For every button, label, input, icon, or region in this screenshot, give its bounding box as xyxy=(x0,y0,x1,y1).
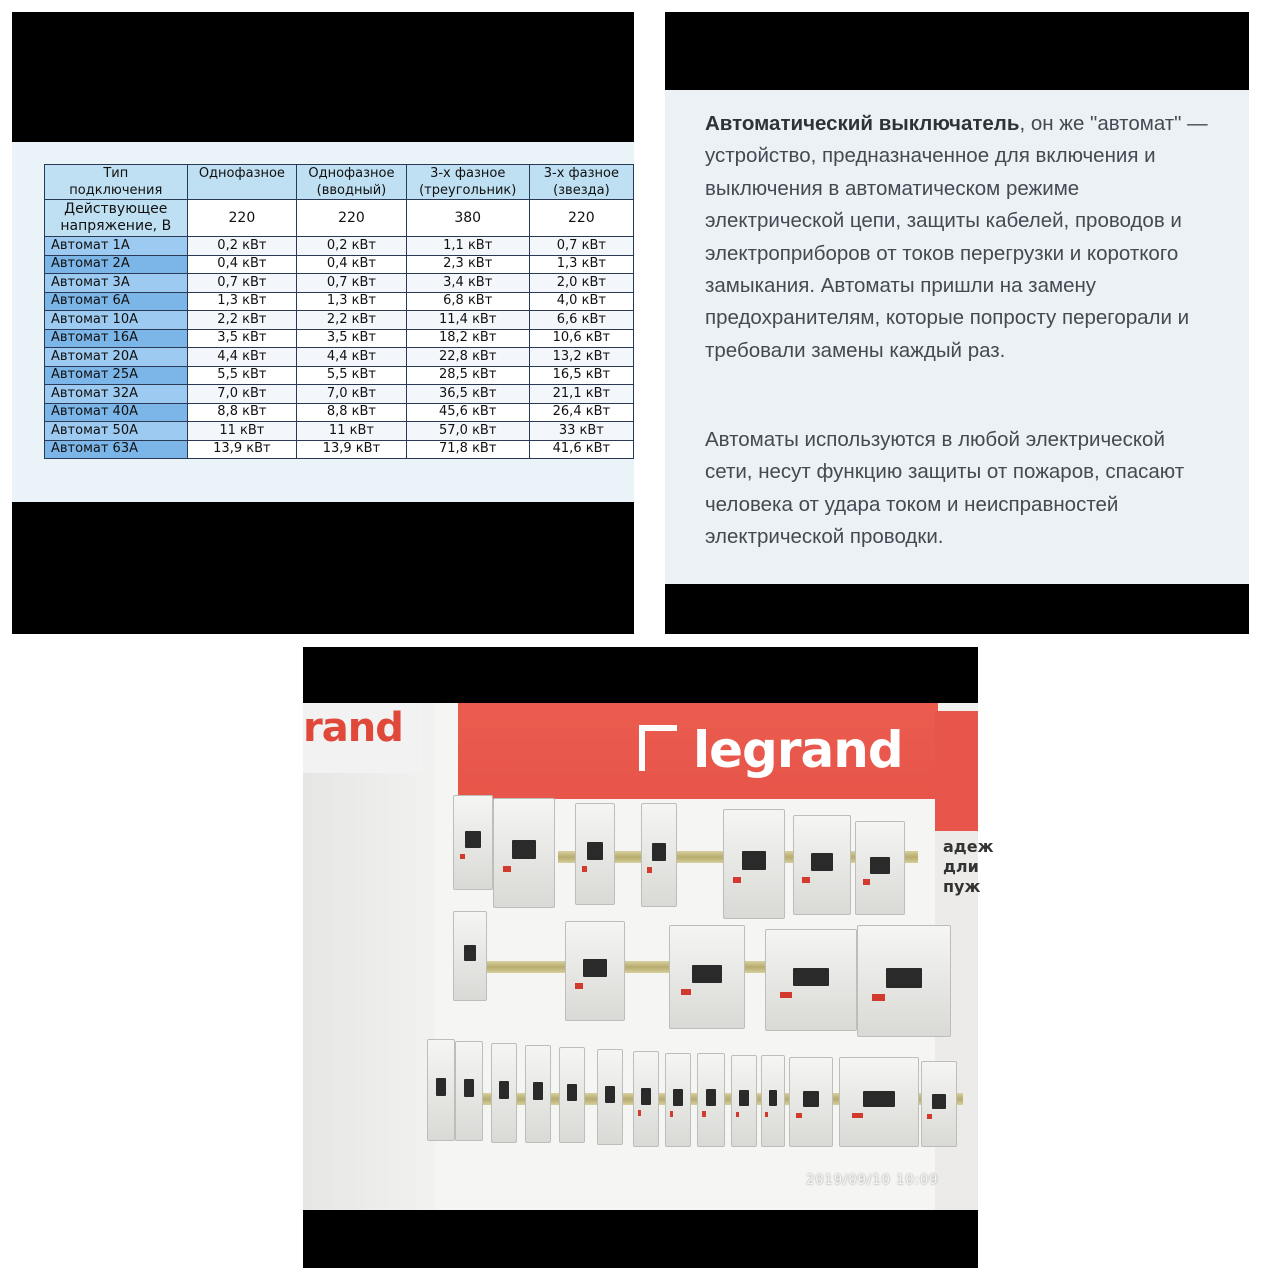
right-poster-text xyxy=(943,837,994,897)
poster-line: дли xyxy=(943,857,979,876)
table-row xyxy=(45,348,634,367)
right-poster-header xyxy=(935,711,978,831)
power-value-cell: 10,6 кВт xyxy=(529,329,633,348)
power-value-cell: 6,6 кВт xyxy=(529,311,633,330)
header-line: (звезда) xyxy=(553,183,610,198)
table-image-panel xyxy=(12,12,634,634)
rcd-device xyxy=(565,921,625,1021)
table-row xyxy=(45,385,634,404)
power-value-cell: 4,0 кВт xyxy=(529,292,633,311)
power-value-cell: 2,3 кВт xyxy=(406,255,529,274)
power-value-cell: 45,6 кВт xyxy=(406,403,529,422)
table-row xyxy=(45,366,634,385)
power-value-cell: 3,5 кВт xyxy=(297,329,407,348)
rcd-device xyxy=(765,929,857,1031)
power-value-cell: 57,0 кВт xyxy=(406,422,529,441)
breaker-rating-label: Автомат 3А xyxy=(45,274,188,293)
power-value-cell: 2,2 кВт xyxy=(187,311,297,330)
article-paragraph-1-text: , он же "автомат" — устройство, предназначенное для включения и выключения в автоматическом режиме электрической цепи, защиты кабелей, проводов и электроприборов от токов перегрузки и короткого замыкания. Автоматы пришли на замену предохранителям, которые попросту перегорали и требовали замены каждый раз. xyxy=(705,112,1208,362)
power-value-cell: 33 кВт xyxy=(529,422,633,441)
voltage-label xyxy=(45,200,188,237)
breaker-device xyxy=(453,911,487,1001)
breaker-rating-label: Автомат 6А xyxy=(45,292,188,311)
voltage-value: 220 xyxy=(187,200,297,237)
breaker-device xyxy=(697,1053,725,1147)
legrand-logo-text: legrand xyxy=(693,721,903,779)
table-row xyxy=(45,403,634,422)
header-line: (вводный) xyxy=(316,183,387,198)
power-value-cell: 8,8 кВт xyxy=(297,403,407,422)
breaker-rating-label: Автомат 10А xyxy=(45,311,188,330)
table-area xyxy=(12,142,634,502)
table-header-cell xyxy=(406,165,529,200)
breaker-device xyxy=(921,1061,957,1147)
power-value-cell: 0,2 кВт xyxy=(187,237,297,256)
article-term: Автоматический выключатель xyxy=(705,112,1020,135)
table-row xyxy=(45,422,634,441)
breaker-rating-label: Автомат 40А xyxy=(45,403,188,422)
photo-timestamp: 2019/09/10 10:09 xyxy=(806,1173,939,1188)
breaker-board-photo xyxy=(303,703,994,1210)
header-line: (треугольник) xyxy=(419,183,517,198)
table-header-cell xyxy=(45,165,188,200)
header-line: подключения xyxy=(69,183,163,198)
breaker-device xyxy=(789,1057,833,1147)
power-value-cell: 7,0 кВт xyxy=(187,385,297,404)
header-line: 3-х фазное xyxy=(543,166,619,181)
breaker-rating-label: Автомат 50А xyxy=(45,422,188,441)
voltage-value: 220 xyxy=(529,200,633,237)
breaker-device xyxy=(597,1049,623,1145)
table-row xyxy=(45,311,634,330)
table-row xyxy=(45,274,634,293)
power-value-cell: 71,8 кВт xyxy=(406,440,529,459)
power-value-cell: 16,5 кВт xyxy=(529,366,633,385)
power-value-cell: 11,4 кВт xyxy=(406,311,529,330)
rcd-device xyxy=(857,925,951,1037)
power-value-cell: 0,7 кВт xyxy=(187,274,297,293)
power-value-cell: 1,1 кВт xyxy=(406,237,529,256)
power-value-cell: 4,4 кВт xyxy=(187,348,297,367)
breaker-device xyxy=(559,1047,585,1143)
breaker-rating-label: Автомат 20А xyxy=(45,348,188,367)
table-row xyxy=(45,292,634,311)
power-value-cell: 1,3 кВт xyxy=(529,255,633,274)
rcd-device xyxy=(669,925,745,1029)
breaker-rating-label: Автомат 63А xyxy=(45,440,188,459)
breaker-board-photo-panel xyxy=(303,647,994,1268)
breaker-device xyxy=(427,1039,455,1141)
breaker-rating-label: Автомат 32А xyxy=(45,385,188,404)
side-logo-text: rand xyxy=(303,705,403,751)
breaker-device xyxy=(839,1057,919,1147)
breaker-device xyxy=(723,809,785,919)
power-value-cell: 7,0 кВт xyxy=(297,385,407,404)
side-logo-area xyxy=(303,703,423,773)
breaker-device xyxy=(855,821,905,915)
power-value-cell: 28,5 кВт xyxy=(406,366,529,385)
power-value-cell: 0,2 кВт xyxy=(297,237,407,256)
article-text-panel xyxy=(665,12,1249,634)
table-row xyxy=(45,440,634,459)
breaker-rating-label: Автомат 1А xyxy=(45,237,188,256)
table-header-cell xyxy=(187,165,297,200)
breaker-device xyxy=(761,1055,785,1147)
breaker-device xyxy=(493,798,555,908)
power-value-cell: 2,0 кВт xyxy=(529,274,633,293)
poster-line: пуж xyxy=(943,877,981,896)
table-header-row xyxy=(45,165,634,200)
header-line: Тип xyxy=(103,166,129,181)
power-value-cell: 0,7 кВт xyxy=(529,237,633,256)
table-row xyxy=(45,255,634,274)
power-value-cell: 1,3 кВт xyxy=(297,292,407,311)
table-row xyxy=(45,237,634,256)
power-value-cell: 18,2 кВт xyxy=(406,329,529,348)
breaker-device xyxy=(793,815,851,915)
header-line: 3-х фазное xyxy=(430,166,506,181)
poster-line: адеж xyxy=(943,837,994,856)
breaker-rating-label: Автомат 16А xyxy=(45,329,188,348)
article-paragraph-2: Автоматы используются в любой электрической сети, несут функцию защиты от пожаров, спасают человека от удара током и неисправностей электрической проводки. xyxy=(705,428,1185,549)
voltage-row xyxy=(45,200,634,237)
power-value-cell: 11 кВт xyxy=(187,422,297,441)
header-line xyxy=(190,182,295,199)
power-value-cell: 13,9 кВт xyxy=(187,440,297,459)
breaker-rating-label: Автомат 2А xyxy=(45,255,188,274)
power-value-cell: 3,5 кВт xyxy=(187,329,297,348)
power-value-cell: 6,8 кВт xyxy=(406,292,529,311)
table-header-cell xyxy=(297,165,407,200)
power-value-cell: 13,2 кВт xyxy=(529,348,633,367)
power-value-cell: 0,7 кВт xyxy=(297,274,407,293)
table-header-cell xyxy=(529,165,633,200)
breaker-device xyxy=(453,795,493,890)
power-value-cell: 36,5 кВт xyxy=(406,385,529,404)
voltage-value: 220 xyxy=(297,200,407,237)
breaker-device xyxy=(525,1045,551,1143)
power-value-cell: 1,3 кВт xyxy=(187,292,297,311)
power-value-cell: 13,9 кВт xyxy=(297,440,407,459)
breaker-device xyxy=(665,1053,691,1147)
power-value-cell: 5,5 кВт xyxy=(297,366,407,385)
power-value-cell: 5,5 кВт xyxy=(187,366,297,385)
power-value-cell: 11 кВт xyxy=(297,422,407,441)
power-value-cell: 0,4 кВт xyxy=(297,255,407,274)
power-value-cell: 2,2 кВт xyxy=(297,311,407,330)
legrand-logo-icon xyxy=(639,725,677,771)
power-value-cell: 0,4 кВт xyxy=(187,255,297,274)
breaker-power-table xyxy=(44,164,634,459)
power-value-cell: 8,8 кВт xyxy=(187,403,297,422)
power-value-cell: 3,4 кВт xyxy=(406,274,529,293)
header-line: Однофазное xyxy=(198,166,285,181)
header-line: Однофазное xyxy=(308,166,395,181)
breaker-device xyxy=(731,1055,757,1147)
voltage-value: 380 xyxy=(406,200,529,237)
breaker-device xyxy=(575,803,615,905)
article-area xyxy=(665,90,1249,584)
power-value-cell: 21,1 кВт xyxy=(529,385,633,404)
breaker-device xyxy=(491,1043,517,1143)
breaker-device xyxy=(633,1051,659,1147)
breaker-device xyxy=(641,803,677,907)
voltage-label-line: Действующее xyxy=(64,201,168,217)
breaker-device xyxy=(455,1041,483,1141)
power-value-cell: 41,6 кВт xyxy=(529,440,633,459)
power-value-cell: 4,4 кВт xyxy=(297,348,407,367)
article-paragraph-1 xyxy=(705,108,1215,367)
power-value-cell: 22,8 кВт xyxy=(406,348,529,367)
voltage-label-line: напряжение, В xyxy=(60,218,172,234)
breaker-rating-label: Автомат 25А xyxy=(45,366,188,385)
table-row xyxy=(45,329,634,348)
power-value-cell: 26,4 кВт xyxy=(529,403,633,422)
